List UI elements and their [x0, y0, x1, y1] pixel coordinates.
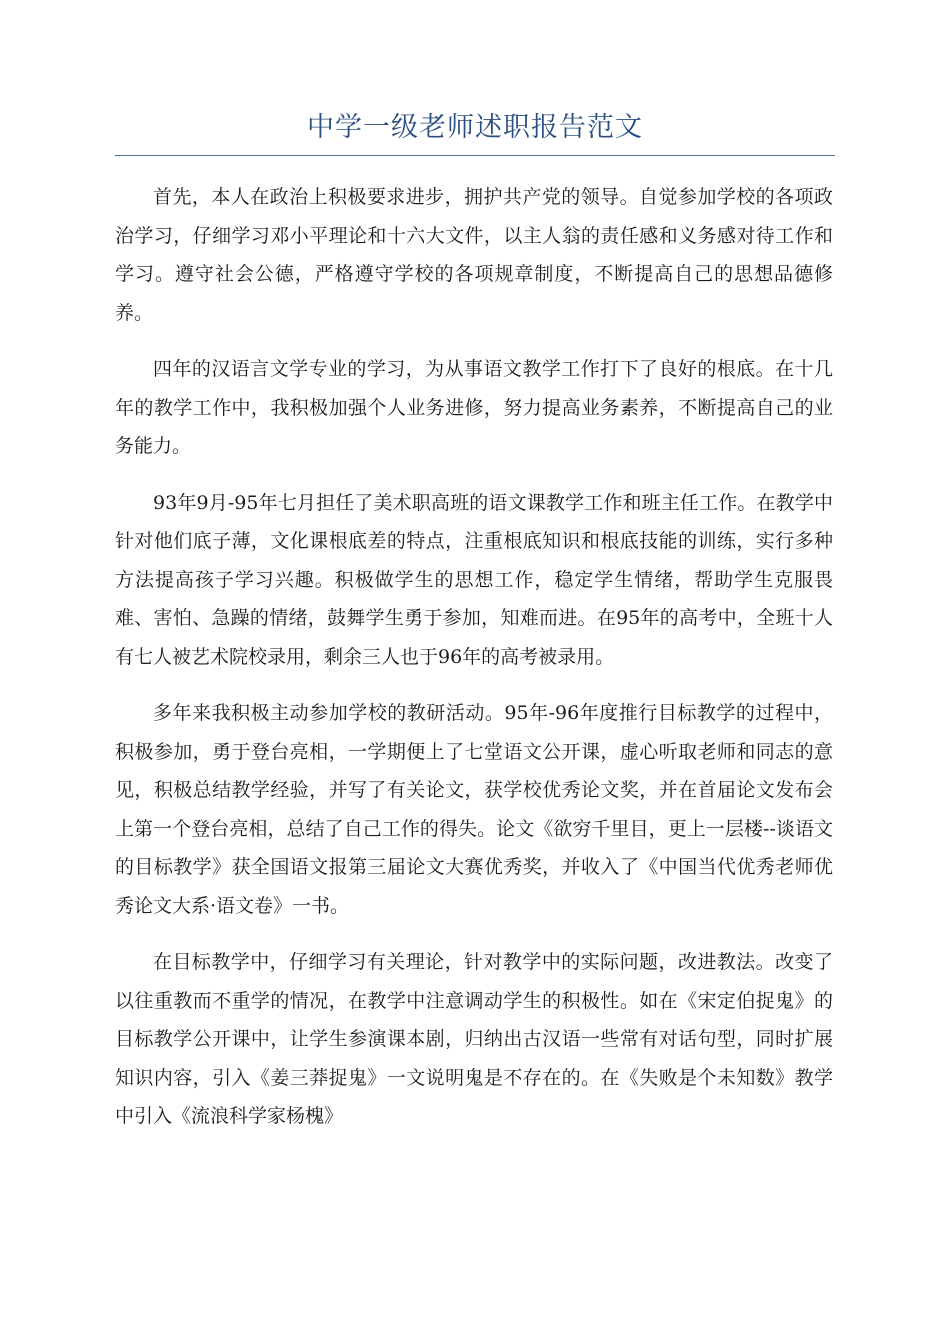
paragraph-1: 首先，本人在政治上积极要求进步，拥护共产党的领导。自觉参加学校的各项政治学习，仔细学习邓小平理论和十六大文件，以主人翁的责任感和义务感对待工作和学习。遵守社会公德，严格遵守学校的各项规章制度，不断提高自己的思想品德修养。 [115, 186, 833, 324]
title-divider [115, 155, 835, 156]
paragraph-2: 四年的汉语言文学专业的学习，为从事语文教学工作打下了良好的根底。在十几年的教学工作中，我积极加强个人业务进修，努力提高业务素养，不断提高自己的业务能力。 [115, 358, 833, 457]
paragraph-4: 多年来我积极主动参加学校的教研活动。95年-96年度推行目标教学的过程中，积极参加，勇于登台亮相，一学期便上了七堂语文公开课，虚心听取老师和同志的意见，积极总结教学经验，并写了有关论文，获学校优秀论文奖，并在首届论文发布会上第一个登台亮相，总结了自己工作的得失。论文《欲穷千里目，更上一层楼--谈语文的目标教学》获全国语文报第三届论文大赛优秀奖，并收入了《中国当代优秀老师优秀论文大系·语文卷》一书。 [115, 702, 833, 917]
paragraph-5: 在目标教学中，仔细学习有关理论，针对教学中的实际问题，改进教法。改变了以往重教而不重学的情况，在教学中注意调动学生的积极性。如在《宋定伯捉鬼》的目标教学公开课中，让学生参演课本剧，归纳出古汉语一些常有对话句型，同时扩展知识内容，引入《姜三莽捉鬼》一文说明鬼是不存在的。在《失败是个未知数》教学中引入《流浪科学家杨槐》 [115, 951, 833, 1127]
document-title: 中学一级老师述职报告范文 [307, 112, 643, 143]
document-body [115, 178, 833, 1154]
paragraph-3: 93年9月-95年七月担任了美术职高班的语文课教学工作和班主任工作。在教学中针对他们底子薄，文化课根底差的特点，注重根底知识和根底技能的训练，实行多种方法提高孩子学习兴趣。积极做学生的思想工作，稳定学生情绪，帮助学生克服畏难、害怕、急躁的情绪，鼓舞学生勇于参加，知难而进。在95年的高考中，全班十人有七人被艺术院校录用，剩余三人也于96年的高考被录用。 [115, 491, 833, 668]
